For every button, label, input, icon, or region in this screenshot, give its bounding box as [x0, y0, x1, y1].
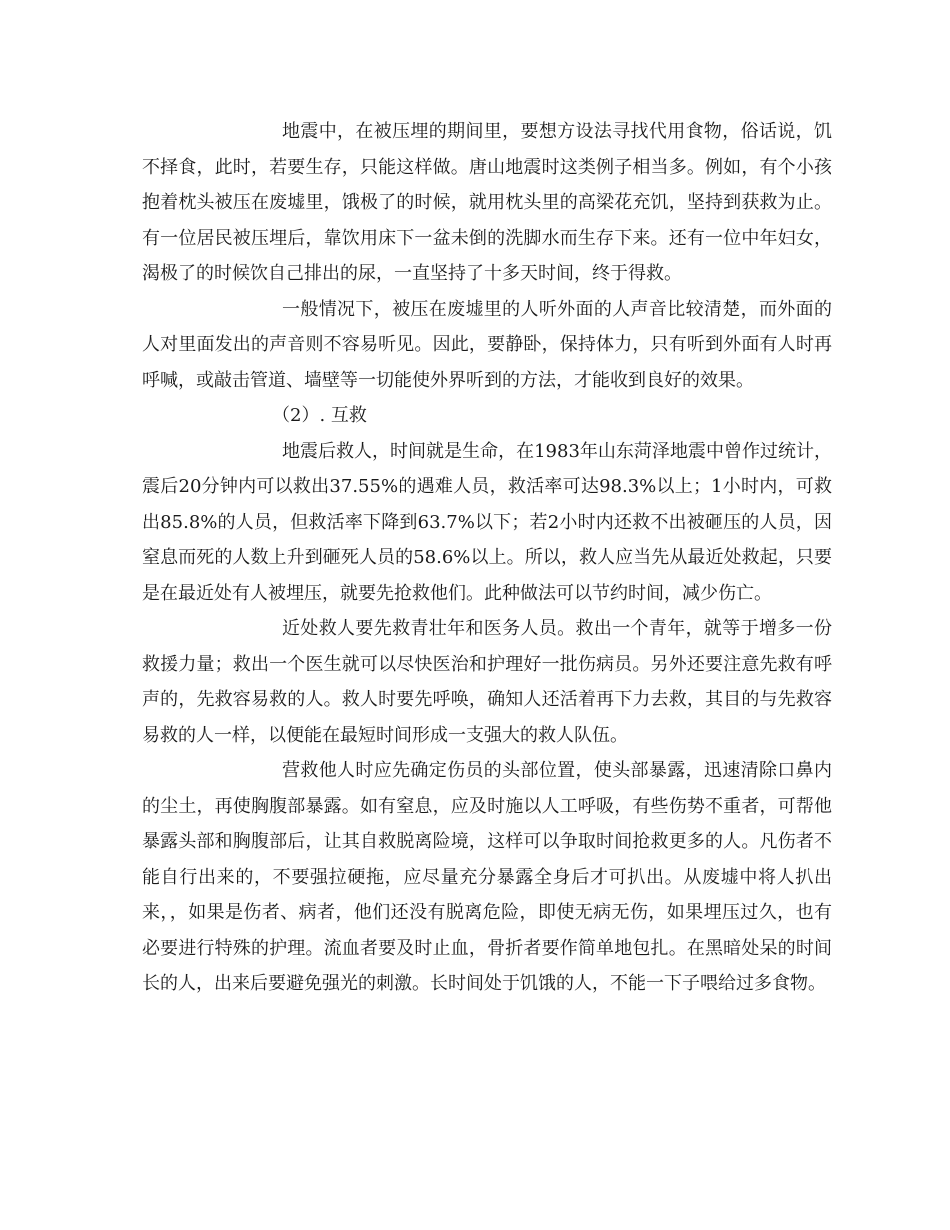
paragraph-calling-for-help: 一般情况下，被压在废墟里的人听外面的人声音比较清楚，而外面的人对里面发出的声音则不容易听见。因此，要静卧，保持体力，只有听到外面有人时再呼喊，或敲击管道、墙壁等一切能使外界听到的方法，才能收到良好的效果。 — [142, 298, 832, 391]
paragraph-rescue-priority: 近处救人要先救青壮年和医务人员。救出一个青年，就等于增多一份救援力量；救出一个医生就可以尽快医治和护理好一批伤病员。另外还要注意先救有呼声的，先救容易救的人。救人时要先呼唤，确知人还活着再下力去救，其目的与先救容易救的人一样，以便能在最短时间形成一支强大的救人队伍。 — [142, 618, 832, 746]
paragraph-rescue-statistics: 地震后救人，时间就是生命，在1983年山东菏泽地震中曾作过统计，震后20分钟内可以救出37.55%的遇难人员，救活率可达98.3%以上；1小时内，可救出85.8%的人员，但救活率下降到63.7%以下；若2小时内还救不出被砸压的人员，因窒息而死的人数上升到砸死人员的58.6%以上。所以，救人应当先从最近处救起，只要是在最近处有人被埋压，就要先抢救他们。此种做法可以节约时间，减少伤亡。 — [142, 440, 832, 604]
paragraph-food-survival: 地震中，在被压埋的期间里，要想方设法寻找代用食物，俗话说，饥不择食，此时，若要生存，只能这样做。唐山地震时这类例子相当多。例如，有个小孩抱着枕头被压在废墟里，饿极了的时候，就用枕头里的高梁花充饥，坚持到获救为止。有一位居民被压埋后，靠饮用床下一盆未倒的洗脚水而生存下来。还有一位中年妇女，渴极了的时候饮自己排出的尿，一直坚持了十多天时间，终于得救。 — [142, 121, 832, 284]
paragraph-rescue-procedure: 营救他人时应先确定伤员的头部位置，使头部暴露，迅速清除口鼻内的尘土，再使胸腹部暴露。如有窒息，应及时施以人工呼吸，有些伤势不重者，可帮他暴露头部和胸腹部后，让其自救脱离险境，这样可以争取时间抢救更多的人。凡伤者不能自行出来的，不要强拉硬拖，应尽量充分暴露全身后才可扒出。从废墟中将人扒出来，，如果是伤者、病者，他们还没有脱离危险，即使无病无伤，如果埋压过久，也有必要进行特殊的护理。流血者要及时止血，骨折者要作简单地包扎。在黑暗处呆的时间长的人，出来后要避免强光的刺激。长时间处于饥饿的人，不能一下子喂给过多食物。 — [142, 760, 832, 994]
document-body — [142, 114, 832, 1002]
section-heading-mutual-rescue: （2）. 互救 — [272, 405, 367, 426]
